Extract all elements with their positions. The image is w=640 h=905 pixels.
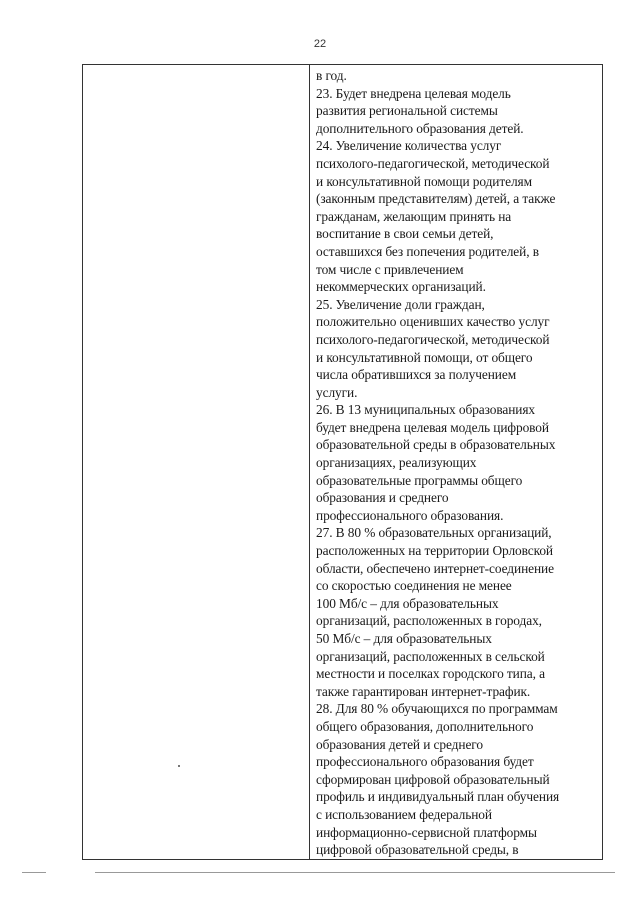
text-line: дополнительного образования детей. [316,120,524,136]
page-number: 22 [313,38,327,50]
text-line: 25. Увеличение доли граждан, [316,296,485,312]
text-line: организациях, реализующих [316,455,477,471]
text-line: воспитание в свои семьи детей, [316,226,494,242]
text-line: профессионального образования будет [316,754,534,770]
text-line: в год. [316,68,347,83]
text-line: будет внедрена целевая модель цифровой [316,419,549,435]
table-row [83,65,603,860]
text-line: психолого-педагогической, методической [316,331,550,347]
footer-rule [95,872,615,873]
text-line: также гарантирован интернет-трафик. [316,683,531,699]
right-cell [310,65,603,860]
text-line: области, обеспечено интернет-соединение [316,560,554,576]
text-line: цифровой образовательной среды, в [316,842,519,858]
scan-speck [178,765,180,767]
text-line: местности и поселках городского типа, а [316,666,545,682]
text-line: с использованием федеральной [316,806,492,822]
document-table [82,64,603,860]
text-line: 28. Для 80 % обучающихся по программам [316,701,558,717]
text-line: числа обратившихся за получением [316,367,517,383]
text-line: образовательной среды в образовательных [316,437,556,453]
text-line: гражданам, желающим принять на [316,208,512,224]
text-line: образования детей и среднего [316,736,483,752]
right-cell-text [310,65,602,859]
text-line: организаций, расположенных в городах, [316,613,542,629]
text-line: развития региональной системы [316,103,498,119]
text-line: том числе с привлечением [316,261,464,277]
text-line: организаций, расположенных в сельской [316,648,545,664]
text-line: положительно оценивших качество услуг [316,314,550,330]
text-line: расположенных на территории Орловской [316,543,553,559]
text-line: профиль и индивидуальный план обучения [316,789,560,805]
text-line: образования и среднего [316,490,449,506]
text-line: и консультативной помощи родителям [316,173,532,189]
text-line: профессионального образования. [316,507,504,523]
text-line: 50 Мб/с – для образовательных [316,631,492,646]
text-line: психолого-педагогической, методической [316,155,550,171]
text-line: 100 Мб/с – для образовательных [316,595,499,611]
text-line: общего образования, дополнительного [316,718,534,734]
text-line: со скоростью соединения не менее [316,578,512,594]
text-line: 23. Будет внедрена целевая модель [316,85,511,101]
text-line: и консультативной помощи, от общего [316,349,533,365]
text-line: информационно-сервисной платформы [316,824,537,840]
left-cell [83,65,310,860]
text-line: (законным представителям) детей, а также [316,191,556,207]
text-line: 26. В 13 муниципальных образованиях [316,402,535,418]
text-line: 24. Увеличение количества услуг [316,138,502,154]
text-line: 27. В 80 % образовательных организаций, [316,525,552,541]
text-line: образовательные программы общего [316,472,523,488]
text-line: оставшихся без попечения родителей, в [316,243,539,259]
text-line: некоммерческих организаций. [316,279,486,295]
text-line: услуги. [316,384,358,400]
text-line: сформирован цифровой образовательный [316,771,550,787]
footer-rule-short [22,872,46,873]
